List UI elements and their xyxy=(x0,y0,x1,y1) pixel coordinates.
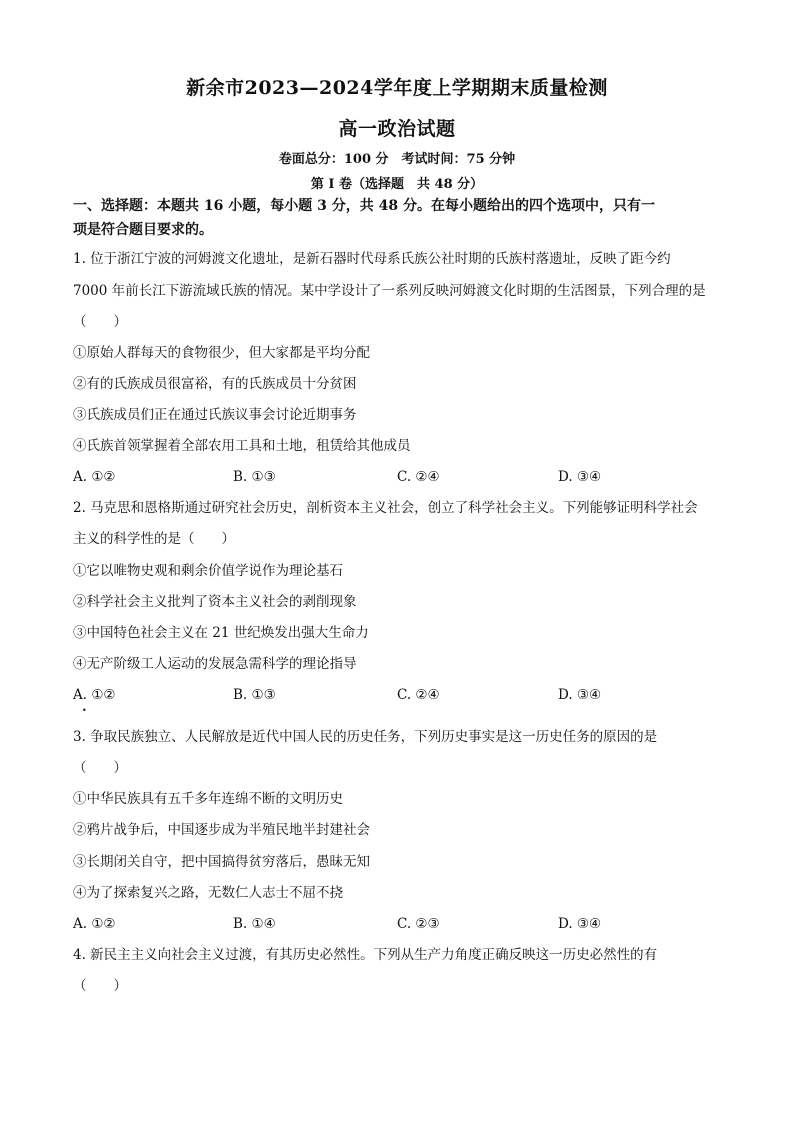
q1-stem-2: 7000 年前长江下游流域氏族的情况。某中学设计了一系列反映河姆渡文化时期的生活图景，下列合理的是 xyxy=(73,283,706,299)
q3-option-a: A. ①② xyxy=(73,916,116,932)
q3-item-2: ②鸦片战争后，中国逐步成为半殖民地半封建社会 xyxy=(73,822,370,838)
q2-option-d: D. ③④ xyxy=(558,687,602,703)
q4-stem-2: （ ） xyxy=(73,978,127,994)
exam-subtitle: 高一政治试题 xyxy=(338,118,456,140)
q1-stem-3: （ ） xyxy=(73,314,127,330)
q3-stem-2: （ ） xyxy=(73,760,127,776)
section-line-2: 项是符合题目要求的。 xyxy=(73,222,213,238)
q1-stem-1: 1. 位于浙江宁波的河姆渡文化遗址，是新石器时代母系氏族公社时期的氏族村落遗址，反映了距今约 xyxy=(73,251,671,267)
q3-option-c: C. ②③ xyxy=(397,916,440,932)
section-instructions xyxy=(73,194,733,242)
section-line-1: 一、选择题：本题共 16 小题，每小题 3 分，共 48 分。在每小题给出的四个选项中，只有一 xyxy=(73,198,655,214)
q1-option-b: B. ①③ xyxy=(233,469,276,485)
q4-stem-1: 4. 新民主主义向社会主义过渡，有其历史必然性。下列从生产力角度正确反映这一历史必然性的有 xyxy=(73,947,658,963)
q2-stem-1: 2. 马克思和恩格斯通过研究社会历史，剖析资本主义社会，创立了科学社会主义。下列能够证明科学社会 xyxy=(73,500,698,516)
q3-item-4: ④为了探索复兴之路，无数仁人志士不屈不挠 xyxy=(73,885,343,901)
q1-option-c: C. ②④ xyxy=(397,469,440,485)
q1-option-d: D. ③④ xyxy=(558,469,602,485)
q1-option-a: A. ①② xyxy=(73,469,116,485)
q3-stem-1: 3. 争取民族独立、人民解放是近代中国人民的历史任务，下列历史事实是这一历史任务的原因的是 xyxy=(73,729,658,745)
q2-item-4: ④无产阶级工人运动的发展急需科学的理论指导 xyxy=(73,656,357,672)
part-heading: 第 I 卷（选择题 共 48 分） xyxy=(310,177,484,192)
q1-item-3: ③氏族成员们正在通过氏族议事会讨论近期事务 xyxy=(73,407,357,423)
q1-item-2: ②有的氏族成员很富裕，有的氏族成员十分贫困 xyxy=(73,376,357,392)
q3-item-3: ③长期闭关自守，把中国搞得贫穷落后，愚昧无知 xyxy=(73,854,370,870)
q3-option-b: B. ①④ xyxy=(233,916,276,932)
q3-option-d: D. ③④ xyxy=(558,916,602,932)
exam-title: 新余市2023—2024学年度上学期期末质量检测 xyxy=(186,77,608,99)
q3-item-1: ①中华民族具有五千多年连绵不断的文明历史 xyxy=(73,791,343,807)
stray-dot: • xyxy=(82,706,87,715)
q2-option-b: B. ①③ xyxy=(233,687,276,703)
q2-item-1: ①它以唯物史观和剩余价值学说作为理论基石 xyxy=(73,563,343,579)
exam-meta: 卷面总分：100 分 考试时间：75 分钟 xyxy=(278,152,516,167)
q2-item-2: ②科学社会主义批判了资本主义社会的剥削现象 xyxy=(73,594,357,610)
q2-option-c: C. ②④ xyxy=(397,687,440,703)
q1-item-1: ①原始人群每天的食物很少，但大家都是平均分配 xyxy=(73,345,370,361)
q1-item-4: ④氏族首领掌握着全部农用工具和土地，租赁给其他成员 xyxy=(73,438,411,454)
q2-stem-2: 主义的科学性的是（ ） xyxy=(73,531,235,547)
q2-item-3: ③中国特色社会主义在 21 世纪焕发出强大生命力 xyxy=(73,625,369,641)
q2-option-a: A. ①② xyxy=(73,687,116,703)
